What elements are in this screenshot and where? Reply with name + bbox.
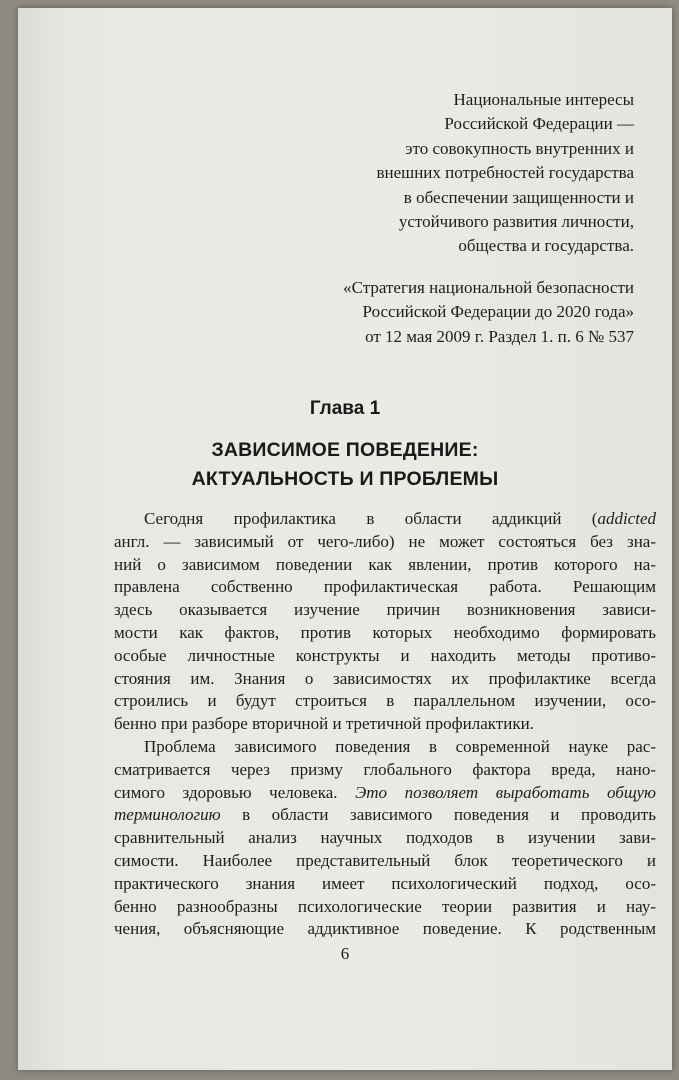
source-line: Российской Федерации до 2020 года»	[362, 302, 634, 322]
paragraph-line: бенно при разборе вторичной и третичной профилактики.	[114, 714, 534, 734]
paragraph-line	[114, 782, 656, 805]
paragraph-line: бенно разнообразны психологические теории развития и нау-	[114, 896, 656, 916]
body-text	[114, 508, 656, 941]
paragraph-line: сравнительный анализ научных подходов в изучении зави-	[114, 828, 656, 848]
paragraph-line: здесь оказывается изучение причин возникновения зависи-	[114, 600, 656, 620]
chapter-title-line: ЗАВИСИМОЕ ПОВЕДЕНИЕ:	[211, 439, 479, 461]
paragraph-line: мости как фактов, против которых необходимо формировать	[114, 622, 656, 642]
paragraph-line: стояния им. Знания о зависимостях их профилактике всегда	[114, 668, 656, 688]
paragraph-line: строились и будут строиться в параллельном изучении, осо-	[114, 691, 656, 711]
paragraph-line	[114, 508, 656, 531]
paragraph-line: симости. Наиболее представительный блок теоретического и	[114, 850, 656, 870]
text-fragment: Сегодня профилактика в области аддикций (	[144, 509, 598, 528]
chapter-title-line: АКТУАЛЬНОСТЬ И ПРОБЛЕМЫ	[191, 468, 499, 490]
source-line: от 12 мая 2009 г. Раздел 1. п. 6 № 537	[365, 326, 634, 346]
paragraph-line: ний о зависимом поведении как явлении, против которого на-	[114, 554, 656, 574]
paragraph-line: практического знания имеет психологический подход, осо-	[114, 873, 656, 893]
paragraph-line	[114, 804, 656, 827]
text-fragment: симого здоровью человека.	[114, 782, 356, 802]
epigraph-line: общества и государства.	[458, 236, 634, 256]
chapter-number: Глава 1	[309, 398, 381, 419]
epigraph-line: Национальные интересы	[453, 90, 634, 109]
book-page	[18, 8, 672, 1070]
paragraph-line: англ. — зависимый от чего-либо) не может состояться без зна-	[114, 531, 656, 551]
italic-phrase: терминологию	[114, 805, 221, 825]
page-number: 6	[340, 944, 350, 963]
paragraph-line: сматривается через призму глобального фактора вреда, нано-	[114, 759, 656, 779]
paragraph-line: правлена собственно профилактическая работа. Решающим	[114, 577, 656, 597]
source-line: «Стратегия национальной безопасности	[343, 278, 634, 297]
paragraph-line: Проблема зависимого поведения в современной науке рас-	[144, 736, 656, 756]
epigraph-line: внешних потребностей государства	[376, 163, 634, 183]
paragraph-line: особые личностные конструкты и находить методы противо-	[114, 645, 656, 665]
epigraph	[214, 88, 634, 259]
paragraph-line: чения, объясняющие аддиктивное поведение. К родственным	[114, 919, 656, 939]
italic-term: addicted	[597, 509, 656, 528]
epigraph-line: это совокупность внутренних и	[405, 138, 634, 158]
text-fragment: в области зависимого поведения и проводить	[220, 805, 656, 825]
epigraph-line: устойчивого развития личности,	[398, 212, 634, 232]
italic-phrase: Это позволяет выработать общую	[355, 782, 656, 802]
epigraph-line: в обеспечении защищенности и	[403, 187, 634, 207]
epigraph-line: Российской Федерации —	[444, 114, 634, 134]
chapter-title	[18, 436, 672, 494]
epigraph-source	[174, 276, 634, 349]
